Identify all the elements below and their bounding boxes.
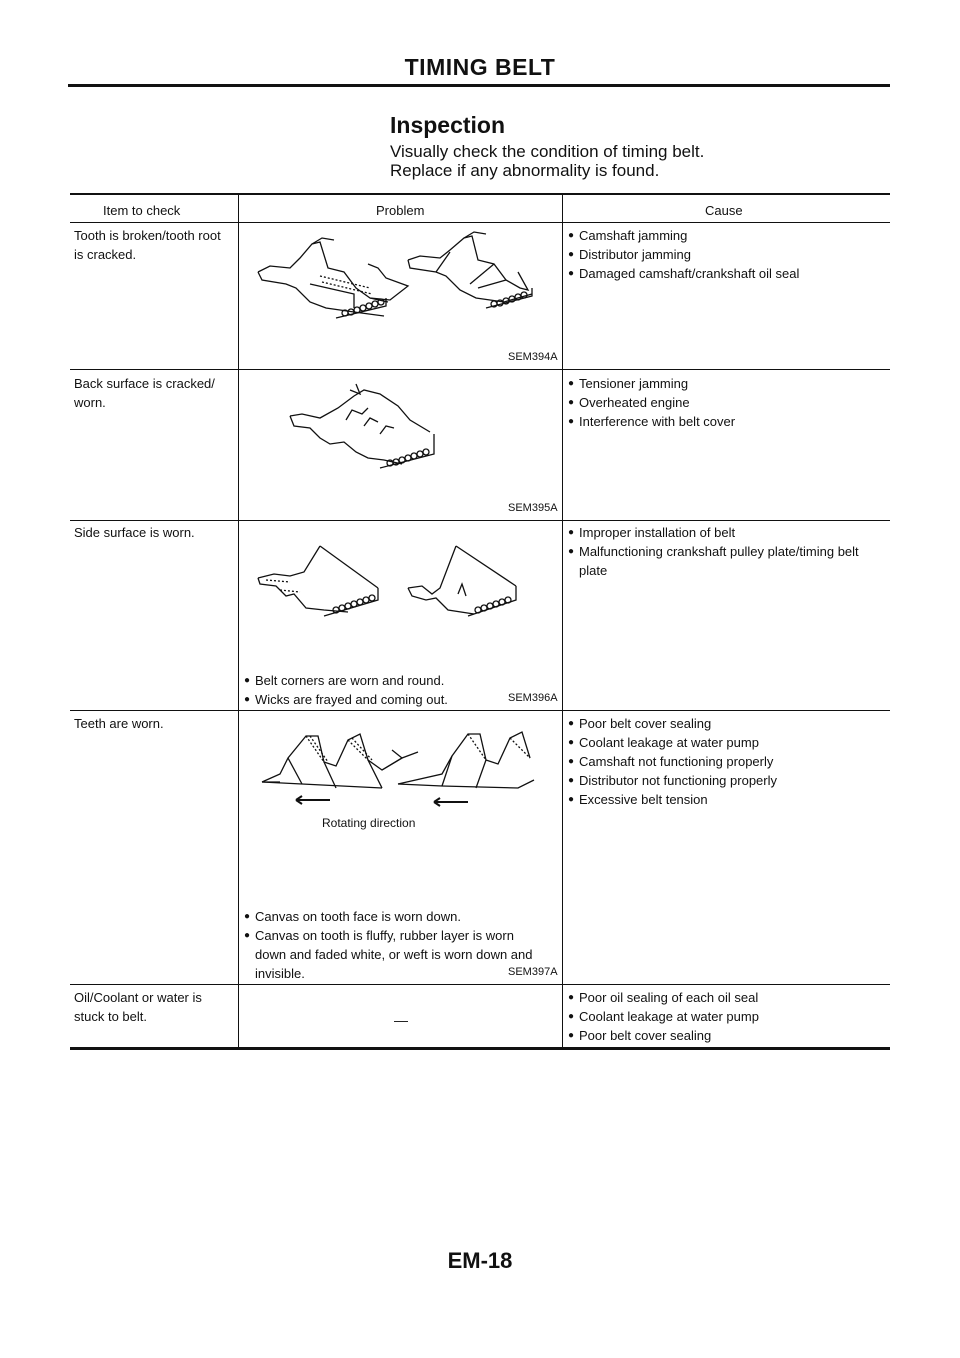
problem-dash: — (394, 1012, 408, 1028)
intro-line: Visually check the condition of timing belt. (390, 142, 705, 161)
figure-code: SEM395A (508, 502, 558, 514)
cause-item: ● Improper installation of belt (568, 523, 859, 542)
cause-item: ● Excessive belt tension (568, 790, 777, 809)
header-item-to-check: Item to check (103, 203, 181, 218)
belt-teeth-worn-illustration (258, 722, 538, 812)
belt-tooth-broken-illustration (250, 228, 550, 338)
row-divider (70, 984, 890, 985)
column-divider (238, 195, 239, 1048)
cause-item: ● Poor belt cover sealing (568, 714, 777, 733)
row-item-text: Teeth are worn. (74, 716, 164, 731)
cause-item: ● Damaged camshaft/crankshaft oil seal (568, 264, 799, 283)
row-divider (70, 369, 890, 370)
cause-item: ● Interference with belt cover (568, 412, 735, 431)
row-item-text: Tooth is broken/tooth root is cracked. (74, 228, 221, 262)
problem-note-continuation: down and faded white, or weft is worn down and (255, 947, 533, 962)
row-problem-notes (244, 671, 448, 709)
header-problem: Problem (376, 203, 425, 218)
intro-line: Replace if any abnormality is found. (390, 161, 660, 180)
row-causes (568, 374, 735, 431)
figure-code: SEM396A (508, 692, 558, 704)
cause-item: ● Coolant leakage at water pump (568, 1007, 759, 1026)
belt-back-cracked-illustration (280, 380, 450, 480)
cause-item: ● Camshaft jamming (568, 226, 799, 245)
problem-note: ● Belt corners are worn and round. (244, 671, 448, 690)
figure-code: SEM394A (508, 351, 558, 363)
page-number: EM-18 (447, 1248, 513, 1273)
section-intro (390, 142, 704, 180)
row-divider (70, 710, 890, 711)
cause-item: ● Camshaft not functioning properly (568, 752, 777, 771)
figure-code: SEM397A (508, 966, 558, 978)
table-top-rule (70, 193, 890, 195)
cause-item: ● Distributor not functioning properly (568, 771, 777, 790)
row-problem-notes (244, 907, 533, 983)
cause-item: ● Poor oil sealing of each oil seal (568, 988, 759, 1007)
row-item-text: Oil/Coolant or water is stuck to belt. (74, 990, 202, 1024)
row-item-text: Back surface is cracked/ worn. (74, 376, 215, 410)
cause-item: ● Distributor jamming (568, 245, 799, 264)
problem-note: ● Canvas on tooth face is worn down. (244, 907, 533, 926)
cause-item: ● Overheated engine (568, 393, 735, 412)
table-bottom-rule (70, 1047, 890, 1050)
row-divider (70, 520, 890, 521)
problem-note: ● Canvas on tooth is fluffy, rubber layer is worn (244, 926, 533, 945)
cause-item: ● Malfunctioning crankshaft pulley plate/timing belt (568, 542, 859, 561)
section-title: Inspection (390, 112, 506, 138)
cause-continuation: plate (579, 563, 608, 578)
column-divider (562, 195, 563, 1048)
row-causes (568, 226, 799, 283)
row-causes (568, 714, 777, 809)
cause-item: ● Coolant leakage at water pump (568, 733, 777, 752)
row-causes (568, 523, 859, 580)
belt-side-worn-illustration (250, 538, 550, 638)
problem-note-continuation: invisible. (255, 966, 305, 981)
page-header-title: TIMING BELT (404, 54, 556, 80)
cause-item: ● Poor belt cover sealing (568, 1026, 759, 1045)
row-causes (568, 988, 759, 1045)
cause-item: ● Tensioner jamming (568, 374, 735, 393)
table-header-rule (70, 222, 890, 223)
problem-note: ● Wicks are frayed and coming out. (244, 690, 448, 709)
header-cause: Cause (705, 203, 743, 218)
figure-label-rotating-direction: Rotating direction (322, 816, 416, 830)
row-item-text: Side surface is worn. (74, 525, 195, 540)
header-rule (68, 84, 890, 87)
